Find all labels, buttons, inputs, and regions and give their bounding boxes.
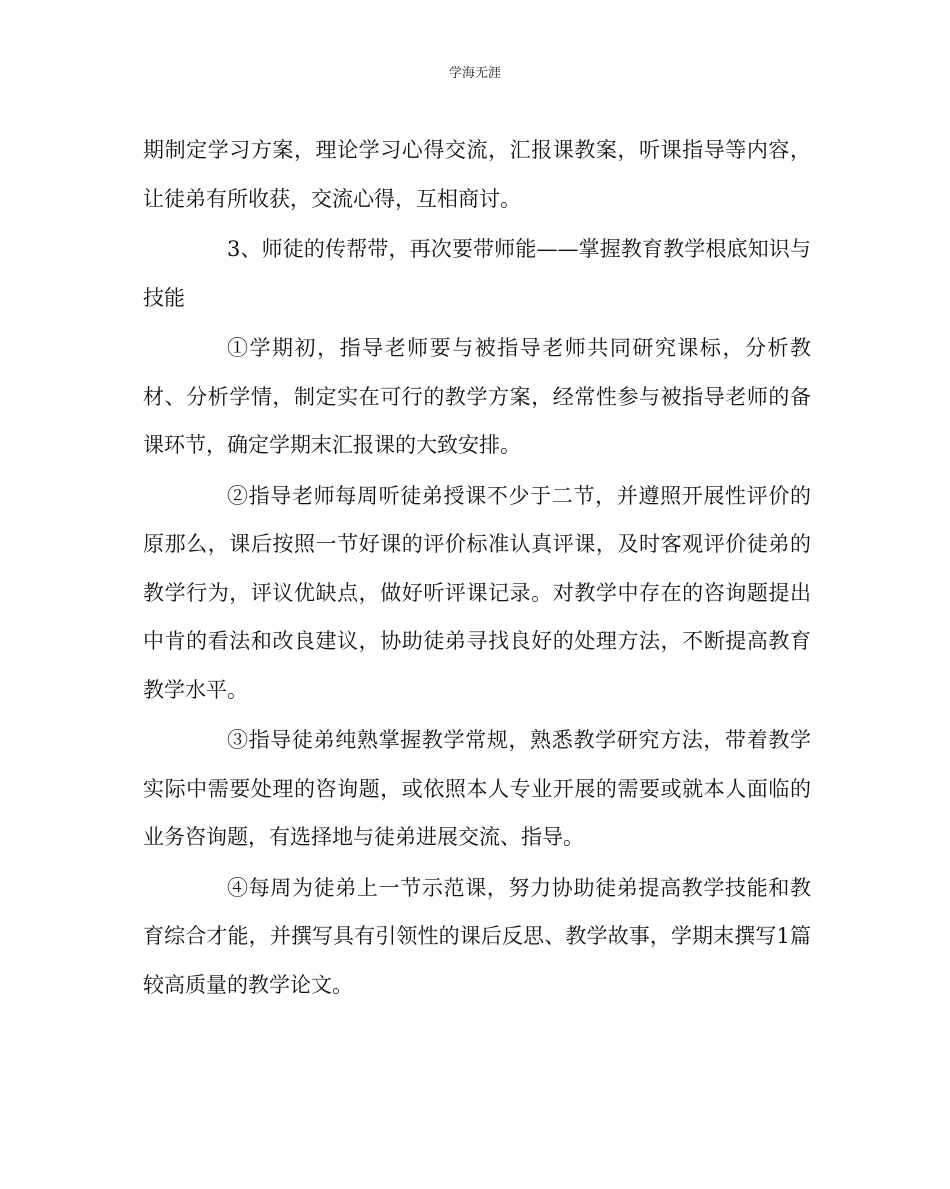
paragraph-continuation: 期制定学习方案，理论学习心得交流，汇报课教案，听课指导等内容，让徒弟有所收获，交流心得，互相商讨。: [143, 138, 811, 211]
paragraph-item-2: ②指导老师每周听徒弟授课不少于二节，并遵照开展性评价的原那么，课后按照一节好课的评价标准认真评课，及时客观评价徒弟的教学行为，评议优缺点，做好听评课记录。对教学中存在的咨询题提出中肯的看法和改良建议，协助徒弟寻找良好的处理方法，不断提高教育教学水平。: [143, 483, 811, 702]
document-body: [143, 126, 811, 1011]
paragraph-item-4: ④每周为徒弟上一节示范课，努力协助徒弟提高教学技能和教育综合才能，并撰写具有引领性的课后反思、教学故事，学期末撰写1篇较高质量的教学论文。: [143, 875, 811, 997]
paragraph-section-3-heading: 3、师徒的传帮带，再次要带师能——掌握教育教学根底知识与技能: [143, 237, 811, 310]
paragraph-item-3: ③指导徒弟纯熟掌握教学常规，熟悉教学研究方法，带着教学实际中需要处理的咨询题，或依照本人专业开展的需要或就本人面临的业务咨询题，有选择地与徒弟进展交流、指导。: [143, 728, 811, 849]
page-header: 学海无涯: [448, 66, 501, 81]
paragraph-item-1: ①学期初，指导老师要与被指导老师共同研究课标，分析教材、分析学情，制定实在可行的教学方案，经常性参与被指导老师的备课环节，确定学期末汇报课的大致安排。: [143, 336, 811, 457]
